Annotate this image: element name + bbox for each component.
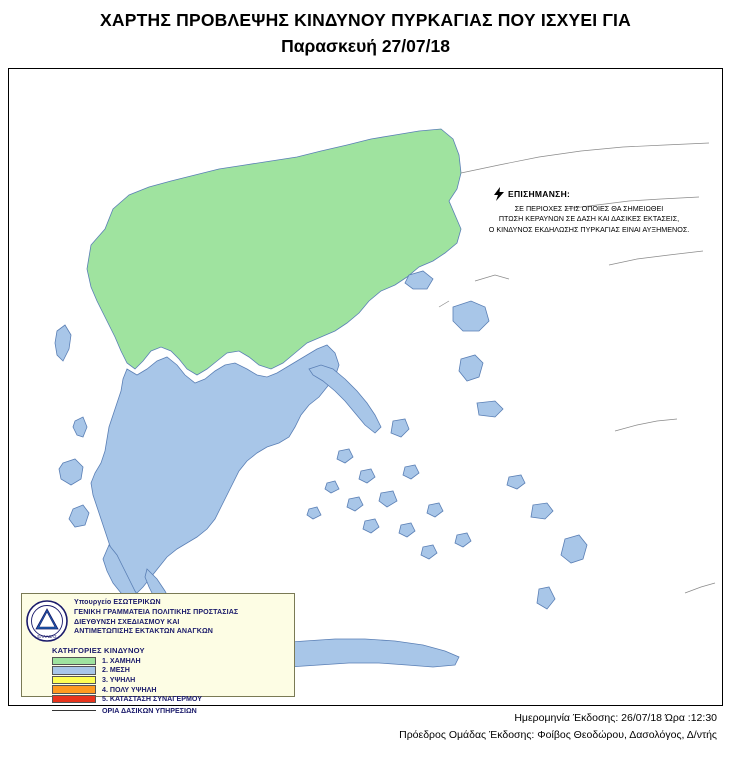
legend-categories-title: ΚΑΤΗΓΟΡΙΕΣ ΚΙΝΔΥΝΟΥ [52,646,145,655]
lightning-bolt-icon [494,187,504,201]
legend-label-alarm: 5. ΚΑΤΑΣΤΑΣΗ ΣΥΝΑΓΕΡΜΟΥ [102,695,202,704]
map-low-risk-regions [87,129,461,375]
issue-date-line: Ημερομηνία Έκδοσης: 26/07/18 Ώρα :12:30 [514,712,717,724]
forest-boundary-label: ΟΡΙΑ ΔΑΣΙΚΩΝ ΥΠΗΡΕΣΙΩΝ [102,706,197,715]
title-line-2: Παρασκευή 27/07/18 [281,36,450,56]
svg-text:ΕΛΛΑΔΑΣ: ΕΛΛΑΔΑΣ [37,634,57,639]
note-line-3: Ο ΚΙΝΔΥΝΟΣ ΕΚΔΗΛΩΣΗΣ ΠΥΡΚΑΓΙΑΣ ΕΙΝΑΙ ΑΥΞΗΜΕΝΟΣ. [488,224,690,234]
org-line-4: ΑΝΤΙΜΕΤΩΠΙΣΗΣ ΕΚΤΑΚΤΩΝ ΑΝΑΓΚΩΝ [74,627,213,636]
note-heading-row [494,187,714,201]
legend-swatch-low [52,657,96,665]
legend-label-very-high: 4. ΠΟΛΥ ΥΨΗΛΗ [102,685,157,694]
legend-label-high: 3. ΥΨΗΛΗ [102,675,136,684]
legend-swatch-alarm [52,695,96,703]
legend-category-list [52,656,294,704]
chairman-line: Πρόεδρος Ομάδας Έκδοσης: Φοίβος Θεοδώρου, Δασολόγος, Δ/ντής [399,729,717,741]
note-heading: ΕΠΙΣΗΜΑΝΣΗ: [508,189,571,199]
legend-item [52,685,294,695]
civil-protection-logo-icon [26,598,68,644]
note-line-2: ΠΤΩΣΗ ΚΕΡΑΥΝΩΝ ΣΕ ΔΑΣΗ ΚΑΙ ΔΑΣΙΚΕΣ ΕΚΤΑΣΕΙΣ, [498,214,680,224]
legend-item [52,694,294,704]
page-title [0,10,731,57]
legend-box [21,593,295,715]
legend-label-medium: 2. ΜΕΣΗ [102,666,130,675]
organization-name [74,598,238,637]
legend-label-low: 1. ΧΑΜΗΛΗ [102,656,141,665]
note-block [464,187,714,235]
legend-swatch-high [52,676,96,684]
legend-swatch-medium [52,666,96,674]
legend-item [52,675,294,685]
org-line-3: ΔΙΕΥΘΥΝΣΗ ΣΧΕΔΙΑΣΜΟΥ ΚΑΙ [74,617,180,626]
org-line-2: ΓΕΝΙΚΗ ΓΡΑΜΜΑΤΕΙΑ ΠΟΛΙΤΙΚΗΣ ΠΡΟΣΤΑΣΙΑΣ [74,607,239,616]
note-body [464,204,714,235]
legend-item [52,656,294,666]
title-line-1: ΧΑΡΤΗΣ ΠΡΟΒΛΕΨΗΣ ΚΙΝΔΥΝΟΥ ΠΥΡΚΑΓΙΑΣ ΠΟΥ ΙΣΧΥΕΙ ΓΙΑ [100,10,631,30]
map-frame [8,68,723,715]
footer [0,712,731,741]
legend-swatch-very-high [52,685,96,693]
legend-item [52,666,294,676]
note-line-1: ΣΕ ΠΕΡΙΟΧΕΣ ΣΤΙΣ ΟΠΟΙΕΣ ΘΑ ΣΗΜΕΙΩΘΕΙ [514,204,664,213]
legend-header [22,594,294,644]
org-line-1: Υπουργείο ΕΣΩΤΕΡΙΚΩΝ [74,598,161,606]
